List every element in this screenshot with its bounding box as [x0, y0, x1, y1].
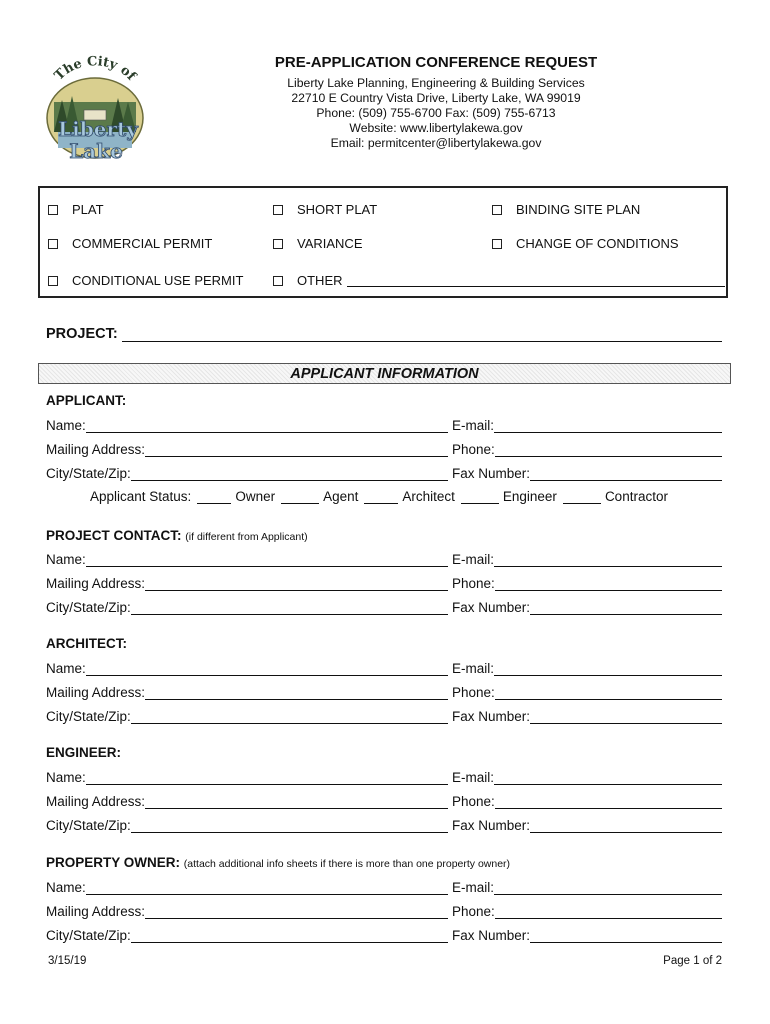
status-contractor-blank[interactable] — [563, 491, 601, 504]
engineer-phone-input[interactable] — [495, 796, 722, 809]
checkbox-icon[interactable] — [48, 276, 58, 286]
footer-page-number: Page 1 of 2 — [663, 955, 722, 967]
engineer-row-2: Mailing Address: Phone: — [46, 794, 726, 809]
status-architect-blank[interactable] — [364, 491, 398, 504]
option-other[interactable]: OTHER — [273, 273, 725, 288]
logo-name-line1: Liberty — [58, 117, 138, 141]
status-engineer-blank[interactable] — [461, 491, 499, 504]
architect-fax-input[interactable] — [530, 711, 722, 724]
architect-email-input[interactable] — [494, 663, 722, 676]
option-change-of-conditions[interactable]: CHANGE OF CONDITIONS — [492, 236, 679, 251]
engineer-row-3: City/State/Zip: Fax Number: — [46, 818, 726, 833]
checkbox-icon[interactable] — [273, 205, 283, 215]
engineer-city-input[interactable] — [131, 820, 448, 833]
engineer-mailing-input[interactable] — [145, 796, 448, 809]
option-binding-site-plan[interactable]: BINDING SITE PLAN — [492, 202, 640, 217]
city-logo — [40, 52, 150, 170]
applicant-mailing-input[interactable] — [145, 444, 448, 457]
section-project-contact-title: PROJECT CONTACT: (if different from Applicant) — [46, 528, 308, 543]
architect-mailing-input[interactable] — [145, 687, 448, 700]
band-title: APPLICANT INFORMATION — [290, 366, 479, 382]
applicant-row-1: Name: E-mail: — [46, 418, 726, 433]
architect-phone-input[interactable] — [495, 687, 722, 700]
option-variance[interactable]: VARIANCE — [273, 236, 363, 251]
option-commercial-permit[interactable]: COMMERCIAL PERMIT — [48, 236, 212, 251]
footer-date: 3/15/19 — [48, 955, 87, 967]
contact-name-input[interactable] — [86, 554, 448, 567]
checkbox-icon[interactable] — [273, 239, 283, 249]
contact-phone-input[interactable] — [495, 578, 722, 591]
applicant-row-3: City/State/Zip: Fax Number: — [46, 466, 726, 481]
contact-mailing-input[interactable] — [145, 578, 448, 591]
architect-row-2: Mailing Address: Phone: — [46, 685, 726, 700]
applicant-email-input[interactable] — [494, 420, 722, 433]
section-architect-title: ARCHITECT: — [46, 636, 127, 651]
owner-mailing-input[interactable] — [145, 906, 448, 919]
section-applicant-title: APPLICANT: — [46, 393, 127, 408]
applicant-city-input[interactable] — [131, 468, 448, 481]
applicant-name-input[interactable] — [86, 420, 448, 433]
engineer-name-input[interactable] — [86, 772, 448, 785]
header-line-address: 22710 E Country Vista Drive, Liberty Lake, WA 99019 — [291, 91, 581, 105]
owner-city-input[interactable] — [131, 930, 448, 943]
section-property-owner-title: PROPERTY OWNER: (attach additional info sheets if there is more than one property owner) — [46, 855, 511, 870]
option-short-plat[interactable]: SHORT PLAT — [273, 202, 377, 217]
owner-row-2: Mailing Address: Phone: — [46, 904, 726, 919]
contact-fax-input[interactable] — [530, 602, 722, 615]
architect-name-input[interactable] — [86, 663, 448, 676]
header-line-dept: Liberty Lake Planning, Engineering & Building Services — [287, 76, 585, 90]
header-line-website: Website: www.libertylakewa.gov — [349, 121, 523, 135]
applicant-phone-input[interactable] — [495, 444, 722, 457]
logo-top-text: The City of — [51, 54, 139, 84]
project-input[interactable] — [122, 329, 722, 342]
status-agent-blank[interactable] — [281, 491, 319, 504]
applicant-information-band — [38, 363, 731, 384]
logo-name-line2: Lake — [69, 139, 123, 163]
checkbox-icon[interactable] — [273, 276, 283, 286]
checkbox-icon[interactable] — [48, 239, 58, 249]
engineer-email-input[interactable] — [494, 772, 722, 785]
status-owner-blank[interactable] — [197, 491, 231, 504]
architect-city-input[interactable] — [131, 711, 448, 724]
engineer-row-1: Name: E-mail: — [46, 770, 726, 785]
contact-row-1: Name: E-mail: — [46, 552, 726, 567]
header-line-phone: Phone: (509) 755-6700 Fax: (509) 755-6713 — [316, 106, 556, 120]
option-conditional-use-permit[interactable]: CONDITIONAL USE PERMIT — [48, 273, 243, 288]
owner-name-input[interactable] — [86, 882, 448, 895]
owner-fax-input[interactable] — [530, 930, 722, 943]
architect-row-3: City/State/Zip: Fax Number: — [46, 709, 726, 724]
option-plat[interactable]: PLAT — [48, 202, 104, 217]
applicant-row-2: Mailing Address: Phone: — [46, 442, 726, 457]
owner-phone-input[interactable] — [495, 906, 722, 919]
contact-email-input[interactable] — [494, 554, 722, 567]
contact-city-input[interactable] — [131, 602, 448, 615]
permit-type-box — [38, 186, 728, 298]
engineer-fax-input[interactable] — [530, 820, 722, 833]
owner-row-1: Name: E-mail: — [46, 880, 726, 895]
applicant-fax-input[interactable] — [530, 468, 722, 481]
section-engineer-title: ENGINEER: — [46, 745, 122, 760]
other-input[interactable] — [347, 274, 725, 287]
project-row — [46, 326, 722, 342]
checkbox-icon[interactable] — [48, 205, 58, 215]
checkbox-icon[interactable] — [492, 205, 502, 215]
contact-row-2: Mailing Address: Phone: — [46, 576, 726, 591]
owner-row-3: City/State/Zip: Fax Number: — [46, 928, 726, 943]
architect-row-1: Name: E-mail: — [46, 661, 726, 676]
header-line-email: Email: permitcenter@libertylakewa.gov — [330, 136, 542, 150]
checkbox-icon[interactable] — [492, 239, 502, 249]
applicant-status-row: Applicant Status: Owner Agent Architect Engineer Contractor — [90, 489, 668, 504]
project-label: PROJECT: — [46, 326, 118, 342]
document-title: PRE-APPLICATION CONFERENCE REQUEST — [274, 54, 598, 71]
contact-row-3: City/State/Zip: Fax Number: — [46, 600, 726, 615]
owner-email-input[interactable] — [494, 882, 722, 895]
applicant-status-label: Applicant Status: — [90, 489, 192, 504]
